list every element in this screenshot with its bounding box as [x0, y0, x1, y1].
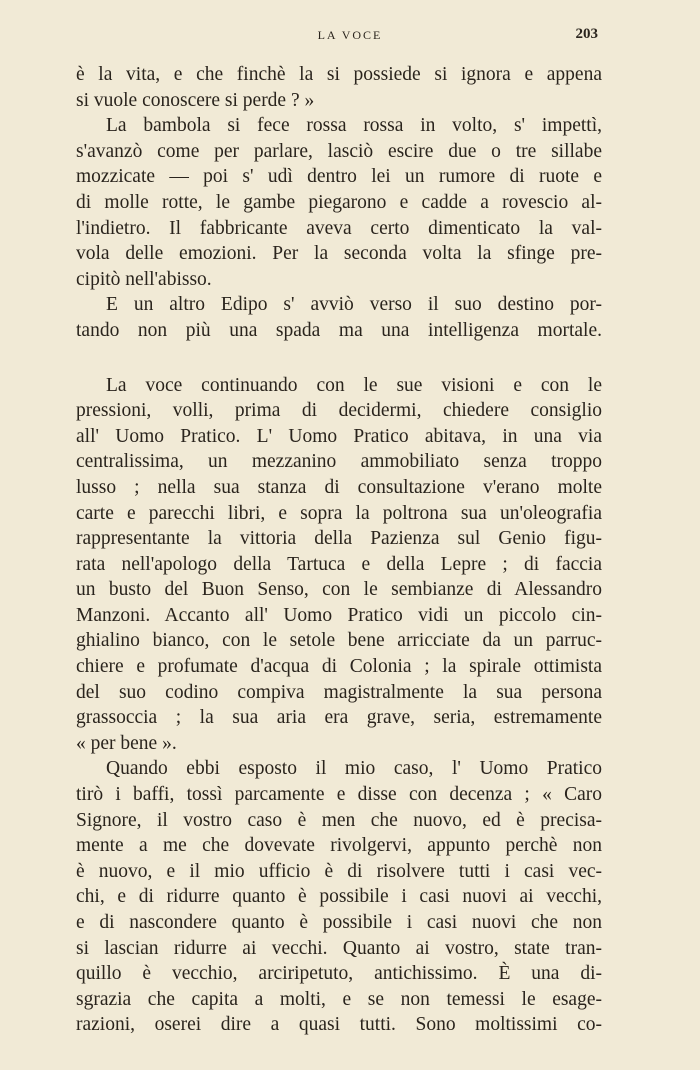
text-line: si vuole conoscere si perde ? » — [76, 89, 315, 111]
text-line: « per bene ». — [76, 732, 177, 754]
text-line: tando non più una spada ma una intelligenza mortale. — [76, 319, 602, 341]
text-line: centralissima, un mezzanino ammobiliato senza troppo — [76, 451, 602, 473]
page-header — [0, 26, 700, 46]
text-line: chiere e profumate d'acqua di Colonia ; la spirale ottimista — [76, 656, 602, 678]
text-line: è nuovo, e il mio ufficio è di risolvere tutti i casi vec- — [76, 860, 602, 882]
text-line: del suo codino compiva magistralmente la sua persona — [76, 681, 602, 703]
text-line: un busto del Buon Senso, con le sembianze di Alessandro — [76, 579, 602, 601]
page-number: 203 — [575, 26, 598, 42]
text-line: grassoccia ; la sua aria era grave, seria, estremamente — [76, 707, 602, 729]
text-line: carte e parecchi libri, e sopra la poltrona sua un'oleografia — [76, 502, 602, 524]
text-line: Signore, il vostro caso è men che nuovo, ed è precisa- — [76, 809, 602, 831]
text-line: lusso ; nella sua stanza di consultazione v'erano molte — [76, 476, 602, 498]
text-line: all' Uomo Pratico. L' Uomo Pratico abitava, in una via — [76, 425, 602, 447]
text-line: e di nascondere quanto è possibile i casi nuovi che non — [76, 912, 602, 933]
text-line: si lascian ridurre ai vecchi. Quanto ai vostro, state tran- — [76, 937, 602, 959]
text-line: mente a me che dovevate rivolgervi, appunto perchè non — [76, 835, 602, 857]
section-break — [76, 344, 602, 373]
text-line: s'avanzò come per parlare, lasciò escire due o tre sillabe — [76, 140, 602, 162]
text-line: sgrazia che capita a molti, e se non temessi le esage- — [76, 988, 602, 1010]
running-title: LA VOCE — [317, 28, 383, 42]
text-line: ghialino bianco, con le setole bene arricciate da un parruc- — [76, 630, 602, 652]
text-line: chi, e di ridurre quanto è possibile i casi nuovi ai vecchi, — [76, 886, 602, 908]
body-text — [76, 62, 602, 1038]
text-line: Manzoni. Accanto all' Uomo Pratico vidi un piccolo cin- — [76, 604, 602, 626]
text-line: La bambola si fece rossa rossa in volto, s' impettì, — [106, 115, 602, 137]
text-line: cipitò nell'abisso. — [76, 268, 212, 290]
text-line: è la vita, e che finchè la si possiede si ignora e appena — [76, 64, 602, 85]
text-line: Quando ebbi esposto il mio caso, l' Uomo Pratico — [106, 758, 602, 780]
text-line: pressioni, volli, prima di decidermi, chiedere consiglio — [76, 400, 602, 422]
text-line: La voce continuando con le sue visioni e con le — [106, 374, 602, 396]
text-line: vola delle emozioni. Per la seconda volta la sfinge pre- — [76, 243, 602, 265]
text-line: razioni, oserei dire a quasi tutti. Sono moltissimi co- — [76, 1014, 602, 1036]
text-line: quillo è vecchio, arciripetuto, antichissimo. È una di- — [76, 963, 602, 985]
text-line: di molle rotte, le gambe piegarono e cadde a rovescio al- — [76, 191, 602, 213]
text-line: rata nell'apologo della Tartuca e della Lepre ; di faccia — [76, 553, 602, 575]
text-line: l'indietro. Il fabbricante aveva certo dimenticato la val- — [76, 217, 602, 239]
text-line: E un altro Edipo s' avviò verso il suo destino por- — [106, 294, 602, 316]
text-line: rappresentante la vittoria della Pazienza sul Genio figu- — [76, 528, 602, 550]
text-line: mozzicate — poi s' udì dentro lei un rumore di ruote e — [76, 166, 602, 188]
text-line: tirò i baffi, tossì parcamente e disse con decenza ; « Caro — [76, 784, 602, 806]
